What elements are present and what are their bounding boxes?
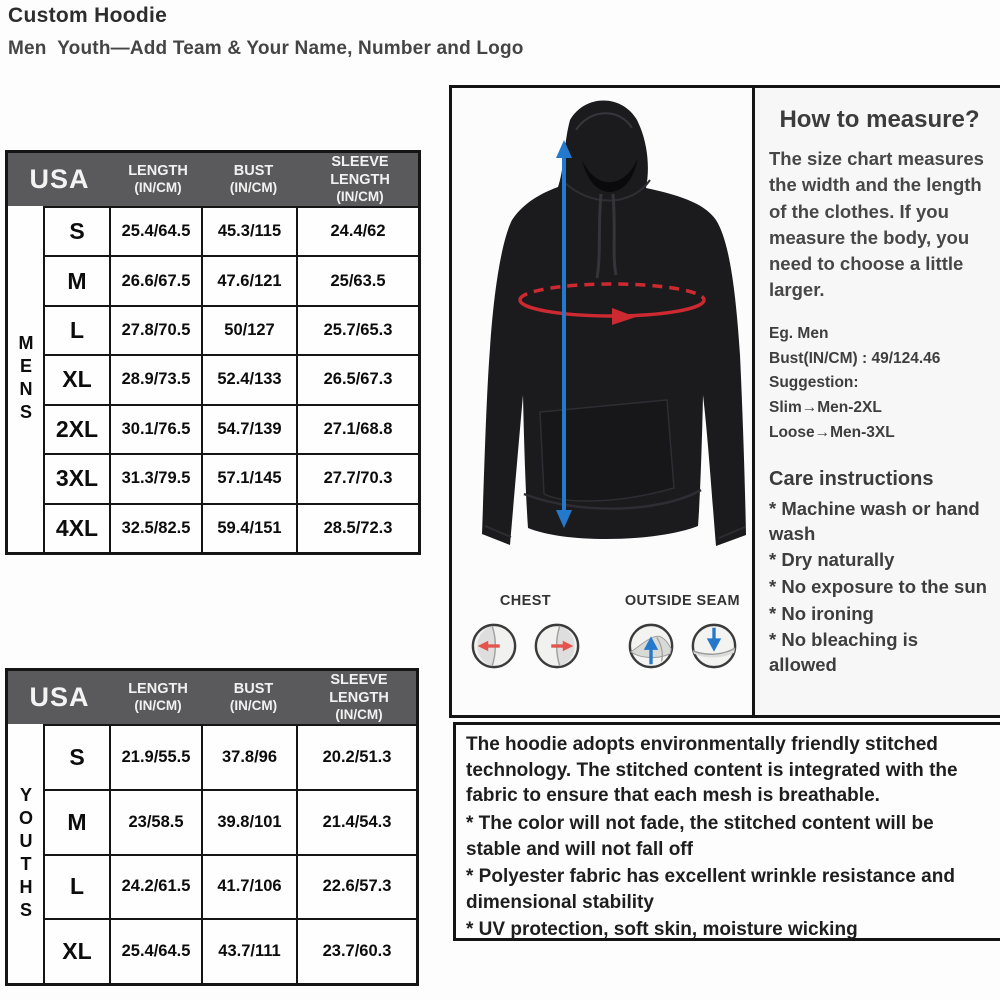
table-row <box>45 789 416 854</box>
value-cell: 23.7/60.3 <box>296 920 416 983</box>
table-row <box>45 404 418 453</box>
youth-chart-header <box>8 671 416 724</box>
value-cell: 26.5/67.3 <box>296 356 418 403</box>
list-item: * No exposure to the sun <box>769 575 987 597</box>
table-row <box>45 854 416 919</box>
outside-seam-down-icon <box>690 622 738 670</box>
table-row <box>45 305 418 354</box>
hoodie-image <box>452 90 752 570</box>
region-label: USA <box>29 682 90 712</box>
value-cell: 50/127 <box>201 307 296 354</box>
mens-chart-header <box>8 153 418 206</box>
value-cell: 27.8/70.5 <box>109 307 201 354</box>
mens-chart-rows <box>45 206 418 552</box>
care-instructions-heading: Care instructions <box>769 468 934 491</box>
table-row <box>45 503 418 552</box>
value-cell: 21.9/55.5 <box>109 726 201 789</box>
table-row <box>45 918 416 983</box>
size-cell: 2XL <box>55 415 99 442</box>
value-cell: 43.7/111 <box>201 920 296 983</box>
chest-measure-right-icon <box>533 622 581 670</box>
column-header-sleeve-length: SLEEVE LENGTH (IN/CM) <box>329 671 389 723</box>
value-cell: 25.4/64.5 <box>109 208 201 255</box>
list-item: * No bleaching is allowed <box>769 629 919 675</box>
value-cell: 59.4/151 <box>201 505 296 552</box>
list-item: Suggestion: <box>769 374 859 392</box>
value-cell: 47.6/121 <box>201 257 296 304</box>
value-cell: 54.7/139 <box>201 406 296 453</box>
value-cell: 31.3/79.5 <box>109 455 201 502</box>
list-item: Bust(IN/CM) : 49/124.46 <box>769 349 941 367</box>
value-cell: 23/58.5 <box>109 791 201 854</box>
value-cell: 30.1/76.5 <box>109 406 201 453</box>
measure-example <box>769 324 990 445</box>
column-header-bust: BUST (IN/CM) <box>229 163 278 196</box>
size-cell: S <box>69 743 85 770</box>
value-cell: 26.6/67.5 <box>109 257 201 304</box>
youth-group-label: YOUTHS <box>8 724 45 983</box>
value-cell: 52.4/133 <box>201 356 296 403</box>
value-cell: 39.8/101 <box>201 791 296 854</box>
chest-label: CHEST <box>499 593 552 609</box>
size-cell: M <box>67 267 87 294</box>
care-instructions-list <box>769 497 990 677</box>
table-row <box>45 453 418 502</box>
value-cell: 21.4/54.3 <box>296 791 416 854</box>
size-cell: 3XL <box>55 465 99 492</box>
table-row <box>45 206 418 255</box>
description-bullets <box>466 811 990 943</box>
kangaroo-pocket <box>540 400 674 501</box>
outside-seam-up-icon <box>627 622 675 670</box>
size-cell: L <box>69 873 85 900</box>
how-to-measure-panel <box>755 85 1000 718</box>
value-cell: 28.5/72.3 <box>296 505 418 552</box>
region-label: USA <box>29 164 90 194</box>
mens-group-label: MENS <box>8 206 45 552</box>
column-header-sleeve-length: SLEEVE LENGTH (IN/CM) <box>330 153 390 205</box>
value-cell: 24.4/62 <box>296 208 418 255</box>
column-header-length: LENGTH (IN/CM) <box>128 681 188 714</box>
hoodie-image-panel <box>449 85 755 718</box>
value-cell: 41.7/106 <box>201 856 296 919</box>
size-cell: L <box>69 317 85 344</box>
column-header-bust: BUST (IN/CM) <box>229 681 278 714</box>
mens-size-chart <box>5 150 421 555</box>
value-cell: 25.4/64.5 <box>109 920 201 983</box>
youth-chart-rows <box>45 724 416 983</box>
product-description-panel <box>453 722 1000 941</box>
value-cell: 24.2/61.5 <box>109 856 201 919</box>
value-cell: 25/63.5 <box>296 257 418 304</box>
value-cell: 32.5/82.5 <box>109 505 201 552</box>
youth-size-chart <box>5 668 419 986</box>
mens-chart-body <box>8 206 418 552</box>
value-cell: 28.9/73.5 <box>109 356 201 403</box>
list-item: * No ironing <box>769 602 874 624</box>
table-row <box>45 354 418 403</box>
description-intro: The hoodie adopts environmentally friendly stitched technology. The stitched content is integrated with the fabric to ensure that each mesh is breathable. <box>466 734 958 807</box>
list-item: * Dry naturally <box>769 549 895 571</box>
list-item: Slim→Men-2XL <box>769 399 882 417</box>
value-cell: 45.3/115 <box>201 208 296 255</box>
value-cell: 22.6/57.3 <box>296 856 416 919</box>
table-row <box>45 255 418 304</box>
size-cell: S <box>69 218 85 245</box>
page-subtitle: Men Youth—Add Team & Your Name, Number and Logo <box>8 38 524 59</box>
measure-heading: How to measure? <box>779 106 980 133</box>
outside-seam-diagram-group <box>625 593 740 670</box>
list-item: * Polyester fabric has excellent wrinkle resistance and dimensional stability <box>466 866 955 913</box>
outside-seam-label: OUTSIDE SEAM <box>624 593 740 609</box>
value-cell: 37.8/96 <box>201 726 296 789</box>
value-cell: 57.1/145 <box>201 455 296 502</box>
size-cell: XL <box>62 938 92 965</box>
value-cell: 27.7/70.3 <box>296 455 418 502</box>
youth-chart-body <box>8 724 416 983</box>
list-item: Eg. Men <box>769 324 829 342</box>
measure-body-text: The size chart measures the width and the length of the clothes. If you measure the body, you need to choose a little larger. <box>769 148 984 301</box>
value-cell: 25.7/65.3 <box>296 307 418 354</box>
page-header <box>8 4 524 60</box>
list-item: * UV protection, soft skin, moisture wicking <box>466 919 858 941</box>
measure-diagram-row <box>452 593 752 670</box>
column-header-length: LENGTH (IN/CM) <box>128 163 188 196</box>
list-item: Loose→Men-3XL <box>769 424 895 442</box>
list-item: * Machine wash or hand wash <box>769 498 980 544</box>
list-item: * The color will not fade, the stitched content will be stable and will not fall off <box>466 812 934 860</box>
size-cell: XL <box>62 366 92 393</box>
size-cell: M <box>67 808 87 835</box>
value-cell: 20.2/51.3 <box>296 726 416 789</box>
chest-measure-left-icon <box>470 622 518 670</box>
value-cell: 27.1/68.8 <box>296 406 418 453</box>
table-row <box>45 724 416 789</box>
page-title: Custom Hoodie <box>8 4 168 27</box>
chest-diagram-group <box>470 593 581 670</box>
size-cell: 4XL <box>55 514 99 541</box>
